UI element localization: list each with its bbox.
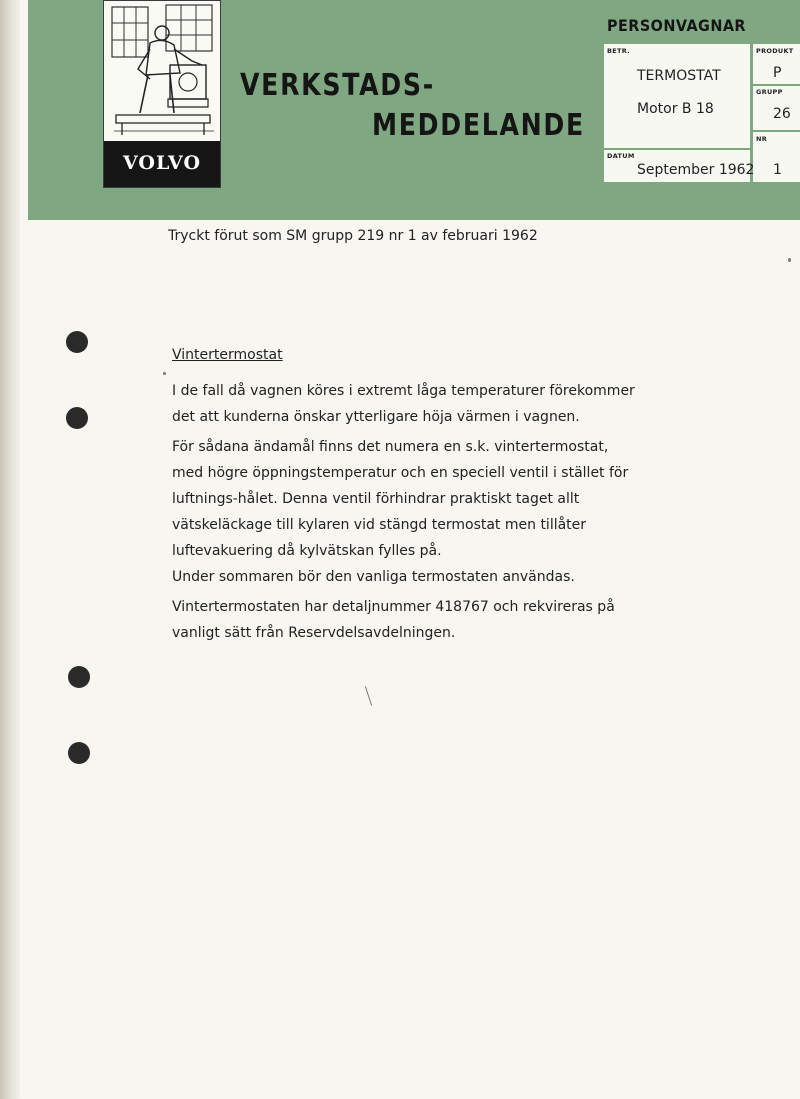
number-box: [753, 132, 800, 182]
body-paragraph: I de fall då vagnen köres i extremt låga temperaturer förekommer det att kunderna önskar ytterligare höja värmen i vagnen.: [172, 383, 635, 425]
page-edge-shadow: [0, 0, 20, 1099]
reprint-note: Tryckt förut som SM grupp 219 nr 1 av februari 1962: [168, 228, 538, 244]
body-paragraph: För sådana ändamål finns det numera en s.k. vintertermostat, med högre öppningstemperatur och en speciell ventil i stället för luftnings-hålet. Denna ventil förhindrar praktiskt taget allt vätskeläckage till kylaren vid stängd termostat men tillåter luftevakuering då kylvätskan fylles på.: [172, 439, 629, 559]
product-box: [753, 44, 800, 84]
section-heading: Vintertermostat: [172, 347, 283, 363]
punch-hole: [68, 742, 90, 764]
volvo-logo-bar: [104, 141, 220, 187]
bulletin-title-line2: MEDDELANDE: [372, 108, 585, 143]
logo-box: [103, 0, 221, 188]
body-paragraph: Under sommaren bör den vanliga termostaten användas.: [172, 569, 575, 585]
group-box: [753, 86, 800, 130]
paper-mark: [163, 372, 166, 375]
subject-value-line1: TERMOSTAT: [637, 68, 721, 84]
product-label: PRODUKT: [756, 47, 794, 55]
punch-hole: [68, 666, 90, 688]
paper-mark: [788, 258, 791, 262]
body-paragraph: Vintertermostaten har detaljnummer 418767 och rekvireras på vanligt sätt från Reservdelsavdelningen.: [172, 599, 615, 641]
date-box: [604, 150, 755, 182]
subject-value-line2: Motor B 18: [637, 101, 714, 117]
group-value: 26: [773, 106, 791, 122]
date-label: DATUM: [607, 152, 635, 160]
vehicle-category: PERSONVAGNAR: [607, 16, 746, 35]
date-value: September 1962: [637, 162, 755, 178]
subject-box: [604, 44, 750, 148]
group-label: GRUPP: [756, 88, 783, 96]
volvo-logo-text: VOLVO: [122, 152, 202, 174]
number-value: 1: [773, 162, 782, 178]
punch-hole: [66, 331, 88, 353]
product-value: P: [773, 65, 782, 81]
number-label: NR: [756, 135, 768, 143]
mechanic-illustration-icon: [110, 3, 216, 137]
bulletin-title-line1: VERKSTADS-: [240, 68, 435, 103]
subject-label: BETR.: [607, 47, 630, 55]
punch-hole: [66, 407, 88, 429]
